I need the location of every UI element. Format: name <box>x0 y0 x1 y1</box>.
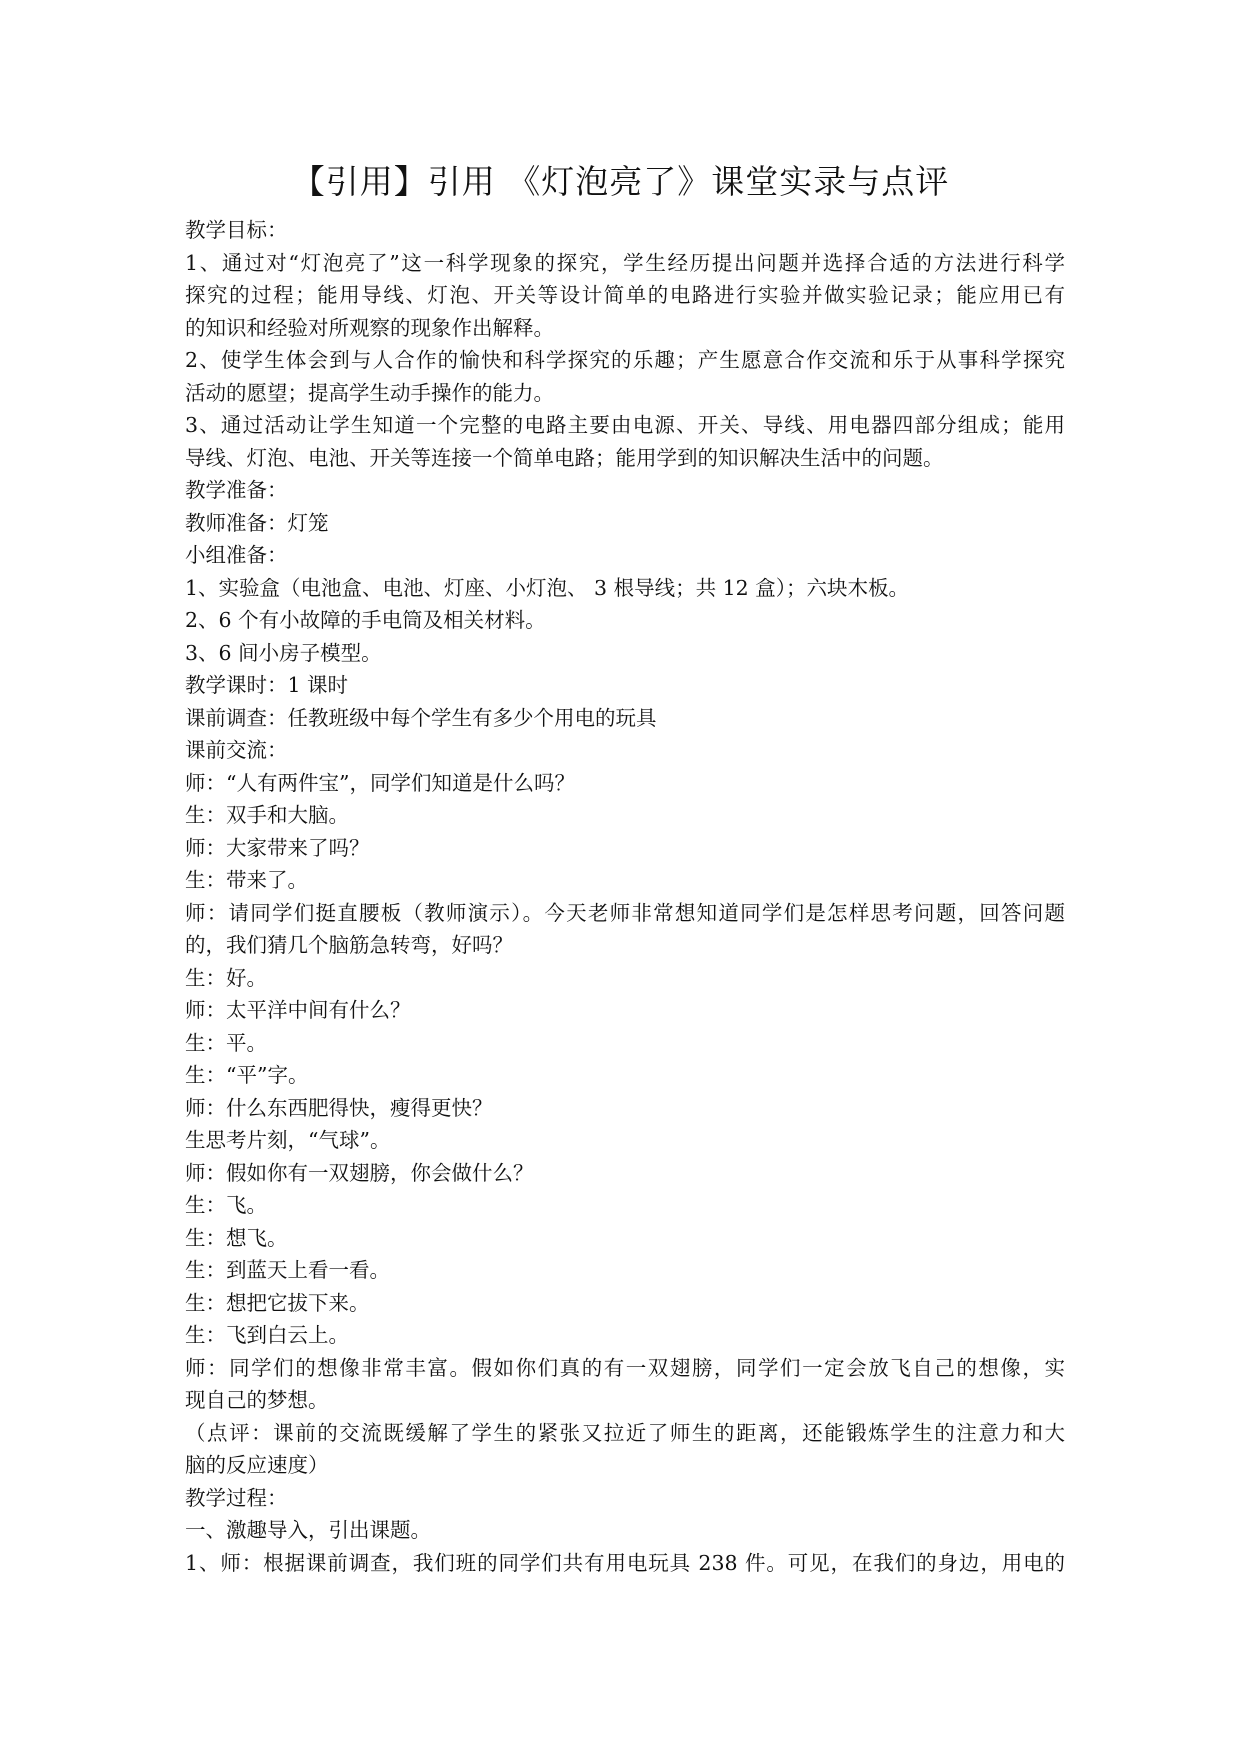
paragraph-line: 教学课时：1 课时 <box>185 673 349 697</box>
dialogue-line: 的，我们猜几个脑筋急转弯，好吗？ <box>185 933 513 957</box>
commentary-line: 脑的反应速度） <box>185 1453 329 1477</box>
paragraph-line: 教师准备：灯笼 <box>185 510 329 535</box>
paragraph-line: 活动的愿望；提高学生动手操作的能力。 <box>185 380 554 405</box>
paragraph-line: 2、6 个有小故障的手电筒及相关材料。 <box>185 608 546 632</box>
paragraph-line: 导线、灯泡、电池、开关等连接一个简单电路；能用学到的知识解决生活中的问题。 <box>185 445 944 470</box>
dialogue-line: 师：什么东西肥得快，瘦得更快？ <box>185 1095 493 1120</box>
dialogue-line: 师：大家带来了吗？ <box>185 835 370 860</box>
paragraph-line: 2、使学生体会到与人合作的愉快和科学探究的乐趣；产生愿意合作交流和乐于从事科学探究 <box>185 348 1065 372</box>
paragraph-line: 小组准备： <box>185 543 288 567</box>
paragraph-line: 的知识和经验对所观察的现象作出解释。 <box>185 315 554 340</box>
document-title: 【引用】引用 《灯泡亮了》课堂实录与点评 <box>291 162 950 201</box>
dialogue-line: 生思考片刻，“气球”。 <box>185 1128 391 1152</box>
dialogue-line: 生：想把它拔下来。 <box>185 1290 370 1315</box>
dialogue-line: 师：太平洋中间有什么？ <box>185 998 411 1022</box>
section-heading-exchange: 课前交流： <box>185 738 288 762</box>
dialogue-line: 师：“人有两件宝”，同学们知道是什么吗？ <box>185 770 575 795</box>
dialogue-line: 师：请同学们挺直腰板（教师演示）。今天老师非常想知道同学们是怎样思考问题，回答问题 <box>185 900 1065 925</box>
section-heading-objectives: 教学目标： <box>185 218 288 242</box>
dialogue-line: 生：飞到白云上。 <box>185 1323 349 1347</box>
dialogue-line: 生：好。 <box>185 965 267 990</box>
dialogue-line: 师：假如你有一双翅膀，你会做什么？ <box>185 1160 534 1185</box>
paragraph-line: 课前调查：任教班级中每个学生有多少个用电的玩具 <box>185 705 657 730</box>
dialogue-line: 生：带来了。 <box>185 868 308 892</box>
paragraph-line: 1、实验盒（电池盒、电池、灯座、小灯泡、 3 根导线；共 12 盒）；六块木板。 <box>185 575 909 600</box>
section-heading-process: 教学过程： <box>185 1485 288 1510</box>
dialogue-line: 现自己的梦想。 <box>185 1388 329 1412</box>
dialogue-line: 生：到蓝天上看一看。 <box>185 1258 390 1282</box>
document-body <box>185 214 1065 1579</box>
paragraph-line: 探究的过程；能用导线、灯泡、开关等设计简单的电路进行实验并做实验记录；能应用已有 <box>185 283 1065 307</box>
section-subheading: 一、激趣导入，引出课题。 <box>185 1518 431 1542</box>
dialogue-line: 生：飞。 <box>185 1193 267 1217</box>
paragraph-line: 1、通过对“灯泡亮了”这一科学现象的探究，学生经历提出问题并选择合适的方法进行科学 <box>185 250 1065 275</box>
paragraph-line: 3、通过活动让学生知道一个完整的电路主要由电源、开关、导线、用电器四部分组成；能用 <box>185 413 1065 437</box>
dialogue-line: 生：想飞。 <box>185 1225 288 1250</box>
paragraph-line: 1、师：根据课前调查，我们班的同学们共有用电玩具 238 件。可见，在我们的身边，用电的 <box>185 1550 1065 1575</box>
dialogue-line: 生：双手和大脑。 <box>185 803 349 827</box>
dialogue-line: 生：“平”字。 <box>185 1063 309 1087</box>
paragraph-line: 3、6 间小房子模型。 <box>185 640 382 665</box>
commentary-line: （点评：课前的交流既缓解了学生的紧张又拉近了师生的距离，还能锻炼学生的注意力和大 <box>185 1420 1065 1445</box>
dialogue-line: 生：平。 <box>185 1030 267 1055</box>
section-heading-preparation: 教学准备： <box>185 478 288 502</box>
dialogue-line: 师：同学们的想像非常丰富。假如你们真的有一双翅膀，同学们一定会放飞自己的想像，实 <box>185 1355 1065 1380</box>
